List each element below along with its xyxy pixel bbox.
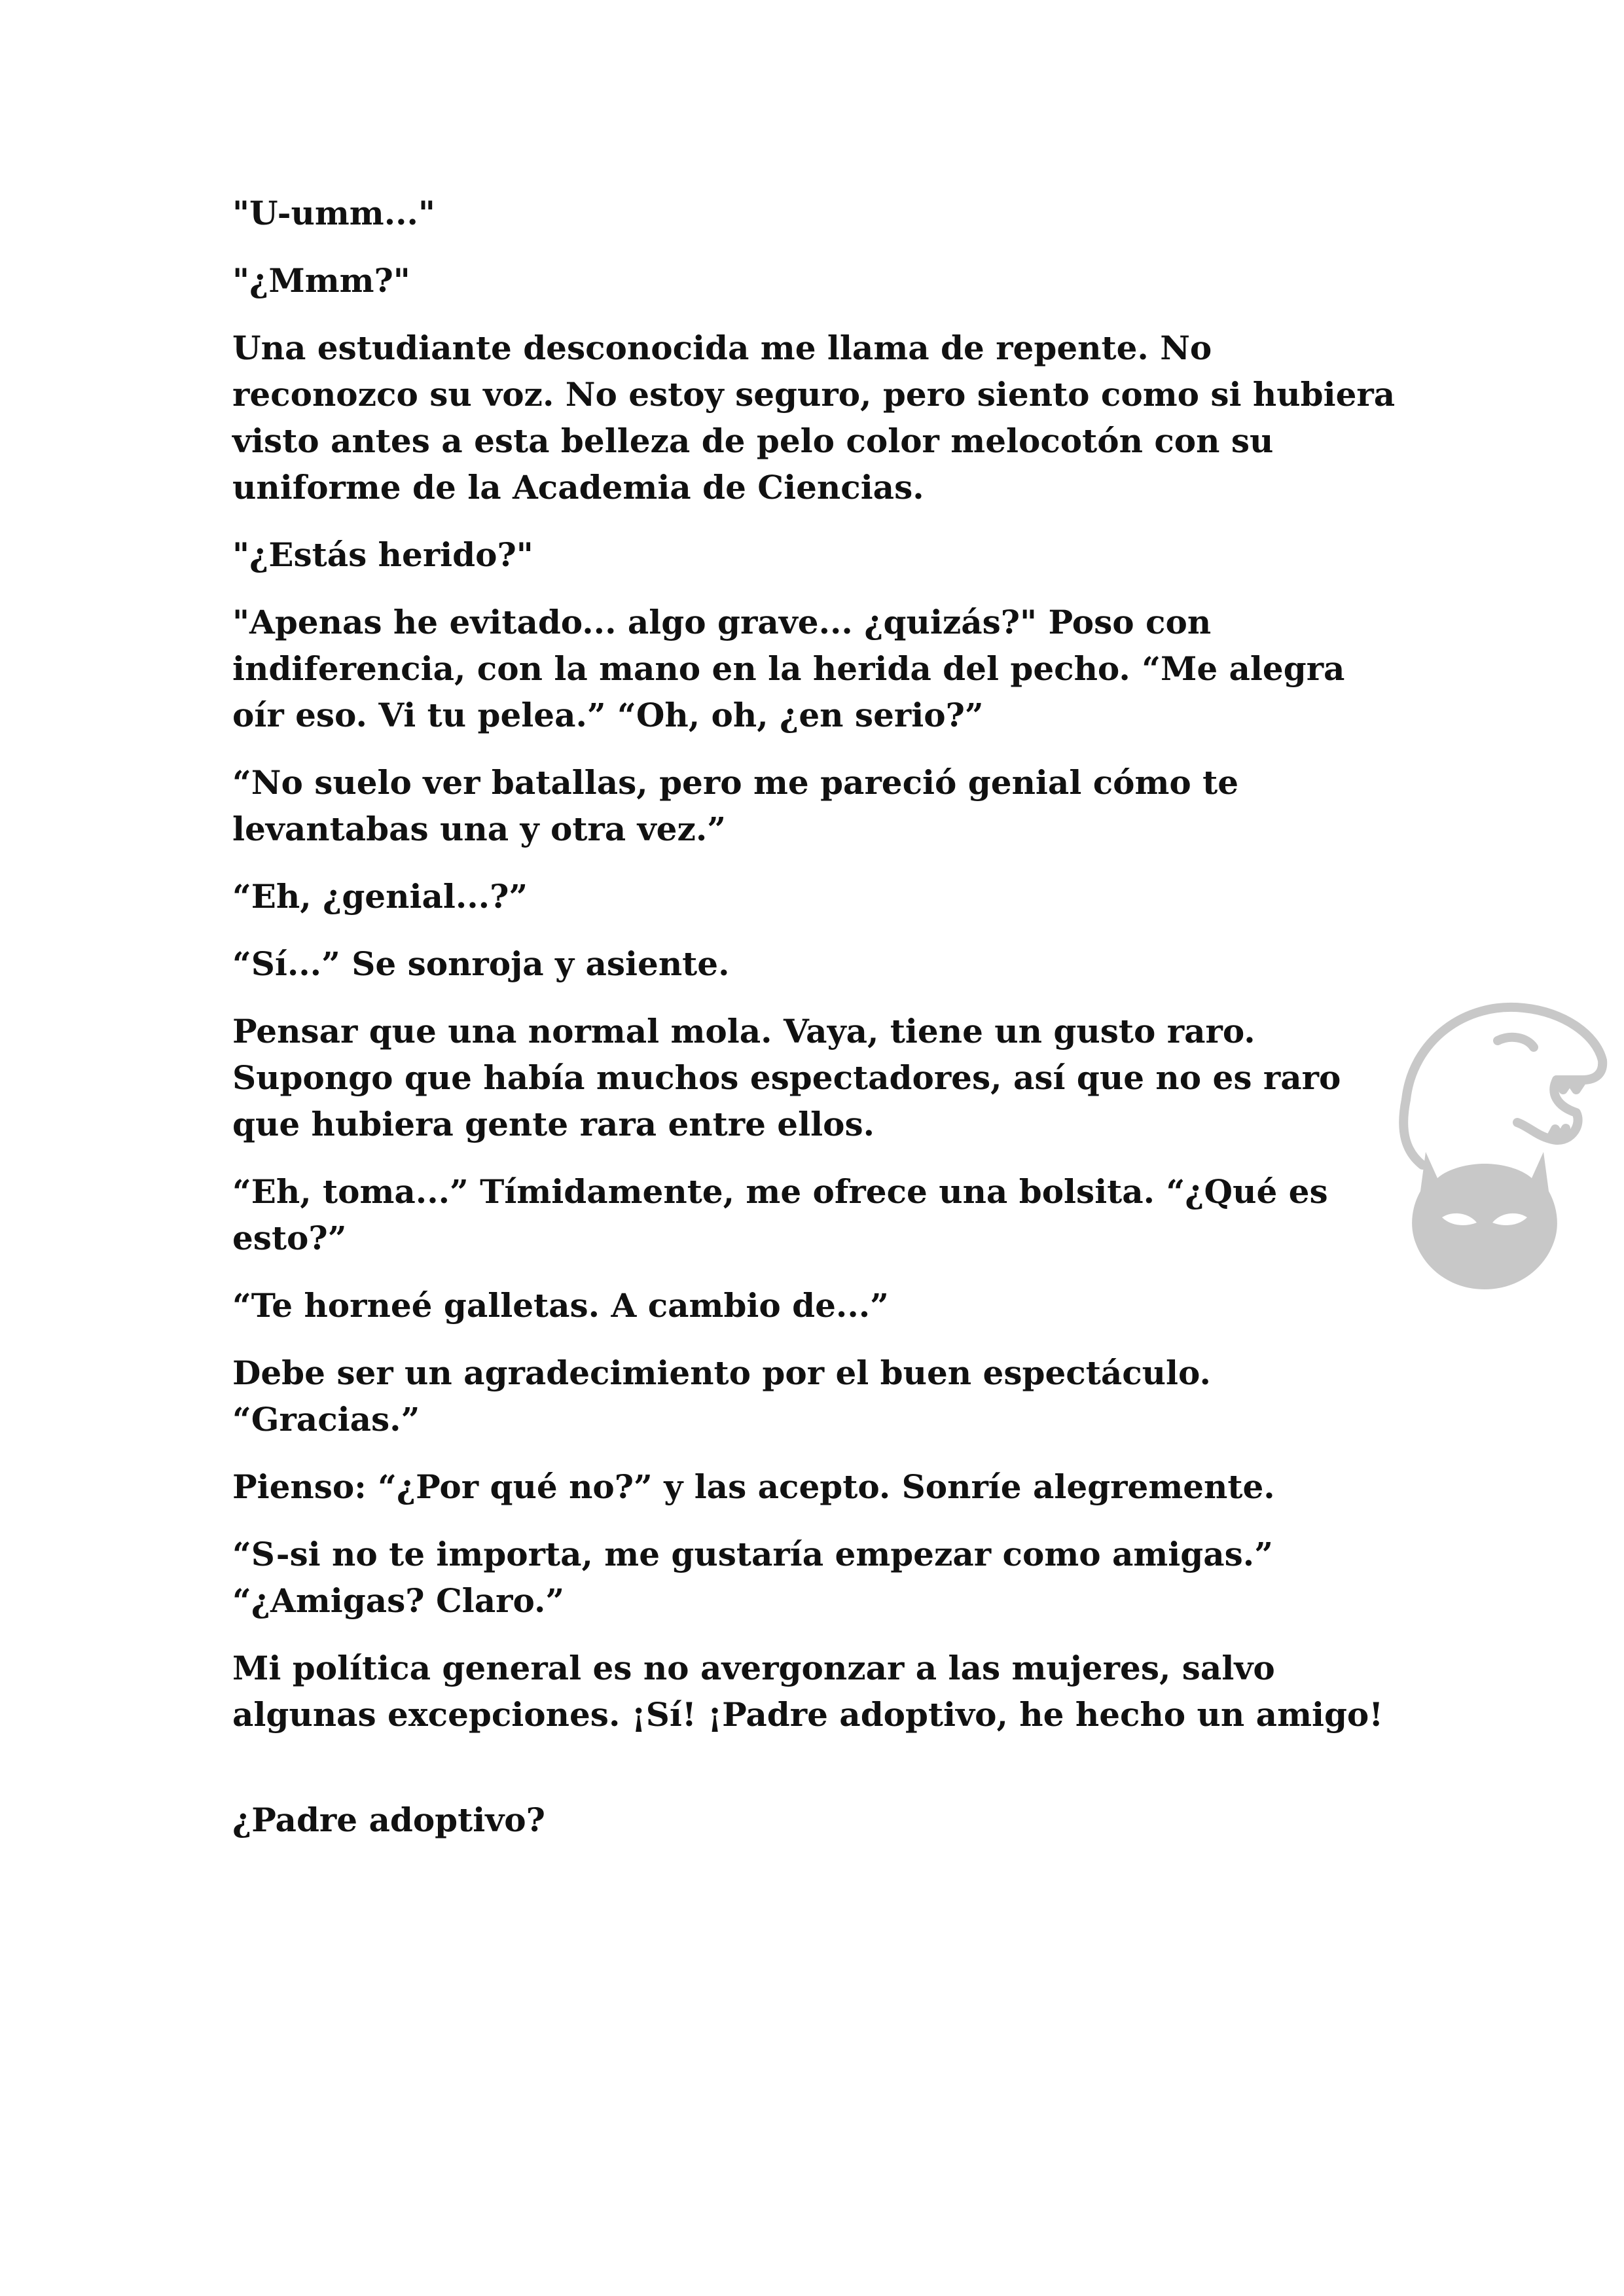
paragraph-1: "U-umm..." <box>232 194 435 232</box>
paragraph-4: "¿Estás herido?" <box>232 535 533 574</box>
paragraph-8: “Sí...” Se sonroja y asiente. <box>232 944 730 983</box>
body-text <box>232 190 1404 1864</box>
paragraph-16: ¿Padre adoptivo? <box>232 1801 545 1839</box>
dinosaur-devil-watermark-icon <box>1386 982 1609 1296</box>
paragraph-6: “No suelo ver batallas, pero me pareció genial cómo te levantabas una y otra vez.” <box>232 763 1239 848</box>
paragraph-9: Pensar que una normal mola. Vaya, tiene un gusto raro. Supongo que había muchos espectadores, así que no es raro que hubiera gente rara entre ellos. <box>232 1012 1341 1143</box>
paragraph-10: “Eh, toma...” Tímidamente, me ofrece una bolsita. “¿Qué es esto?” <box>232 1172 1328 1257</box>
paragraph-2: "¿Mmm?" <box>232 261 410 300</box>
paragraph-3: Una estudiante desconocida me llama de repente. No reconozco su voz. No estoy seguro, pero siento como si hubiera visto antes a esta belleza de pelo color melocotón con su uniforme de la Academia de Ciencias. <box>232 329 1396 507</box>
paragraph-11: “Te horneé galletas. A cambio de...” <box>232 1286 889 1325</box>
paragraph-13: Pienso: “¿Por qué no?” y las acepto. Sonríe alegremente. <box>232 1467 1275 1506</box>
paragraph-15: Mi política general es no avergonzar a las mujeres, salvo algunas excepciones. ¡Sí! ¡Padre adoptivo, he hecho un amigo! <box>232 1649 1384 1734</box>
paragraph-12: Debe ser un agradecimiento por el buen espectáculo. “Gracias.” <box>232 1354 1211 1439</box>
paragraph-14: “S-si no te importa, me gustaría empezar como amigas.” “¿Amigas? Claro.” <box>232 1535 1273 1620</box>
paragraph-5: "Apenas he evitado... algo grave... ¿quizás?" Poso con indiferencia, con la mano en la herida del pecho. “Me alegra oír eso. Vi tu pelea.” “Oh, oh, ¿en serio?” <box>232 603 1345 734</box>
paragraph-7: “Eh, ¿genial...?” <box>232 877 528 916</box>
